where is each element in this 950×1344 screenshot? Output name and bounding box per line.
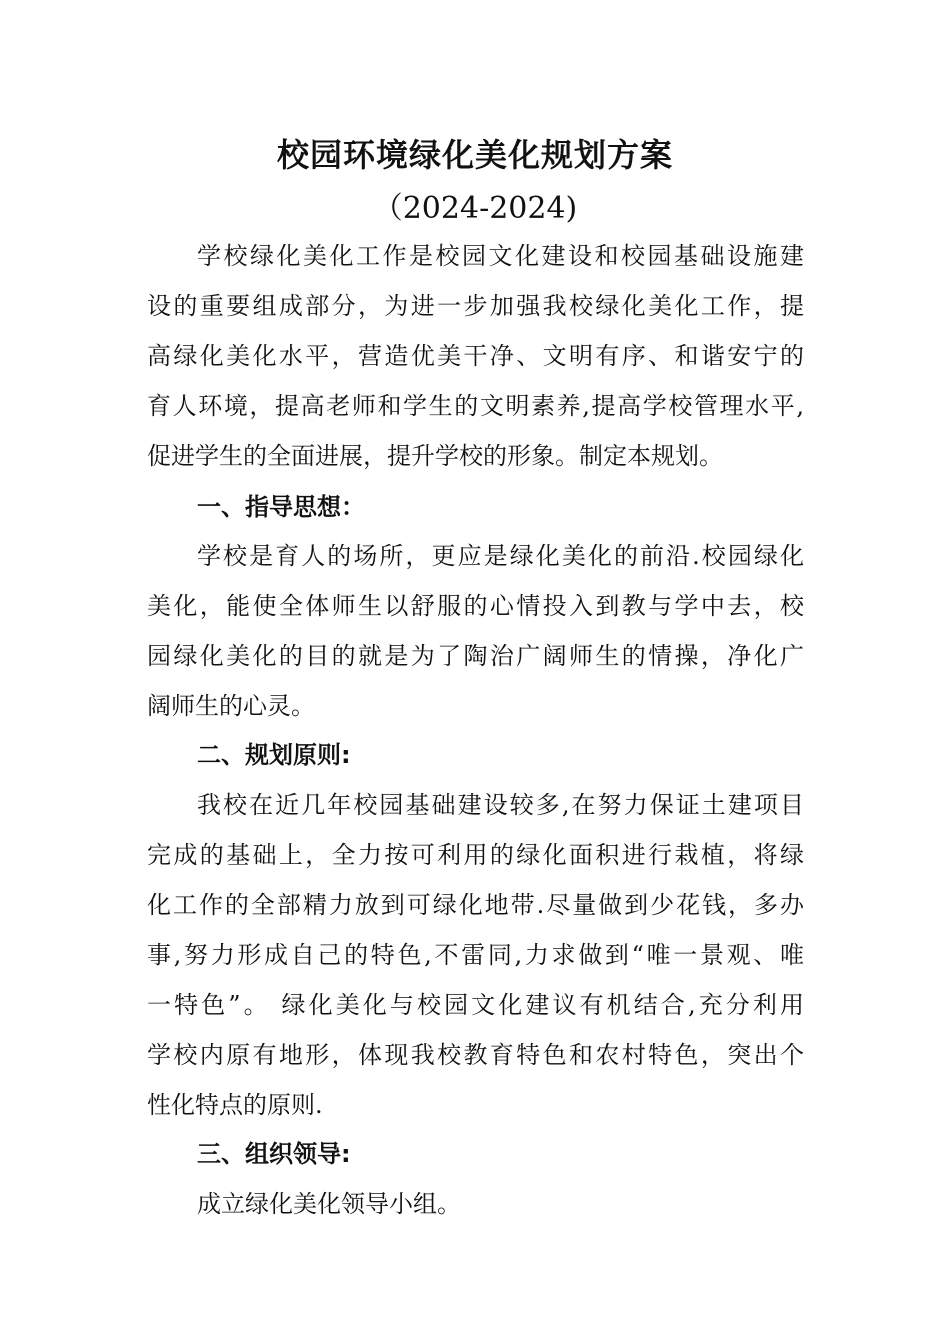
paragraph-line: 学校内原有地形，体现我校教育特色和农村特色，突出个 (147, 1041, 804, 1069)
paragraph-line: 事,努力形成自己的特色,不雷同,力求做到“唯一景观、唯 (147, 941, 804, 969)
intro-line: 高绿化美化水平，营造优美干净、文明有序、和谐安宁的 (147, 342, 804, 370)
document-subtitle: （2024-2024) (372, 191, 578, 226)
section-heading: 二、规划原则: (197, 741, 351, 769)
document-title: 校园环境绿化美化规划方案 (276, 136, 673, 174)
paragraph-line: 化工作的全部精力放到可绿化地带.尽量做到少花钱，多办 (147, 891, 804, 919)
intro-line: 促进学生的全面进展，提升学校的形象。制定本规划。 (147, 442, 723, 470)
section-heading: 三、组织领导: (197, 1140, 351, 1168)
paragraph-line: 学校是育人的场所，更应是绿化美化的前沿.校园绿化 (197, 542, 804, 570)
intro-line: 设的重要组成部分，为进一步加强我校绿化美化工作，提 (147, 292, 804, 320)
paragraph-line: 美化，能使全体师生以舒服的心情投入到教与学中去，校 (147, 592, 804, 620)
intro-line: 学校绿化美化工作是校园文化建设和校园基础设施建 (197, 242, 804, 270)
paragraph-line: 成立绿化美化领导小组。 (197, 1190, 461, 1218)
paragraph-line: 完成的基础上，全力按可利用的绿化面积进行栽植，将绿 (147, 841, 804, 869)
paragraph-line: 一特色”。 绿化美化与校园文化建议有机结合,充分利用 (147, 991, 804, 1019)
paragraph-line: 性化特点的原则. (147, 1091, 323, 1119)
intro-line: 育人环境，提高老师和学生的文明素养,提高学校管理水平, (147, 392, 804, 420)
paragraph-line: 阔师生的心灵。 (147, 692, 315, 720)
section-heading: 一、指导思想： (197, 493, 365, 521)
paragraph-line: 园绿化美化的目的就是为了陶治广阔师生的情操，净化广 (147, 642, 804, 670)
paragraph-line: 我校在近几年校园基础建设较多,在努力保证土建项目 (197, 791, 804, 819)
